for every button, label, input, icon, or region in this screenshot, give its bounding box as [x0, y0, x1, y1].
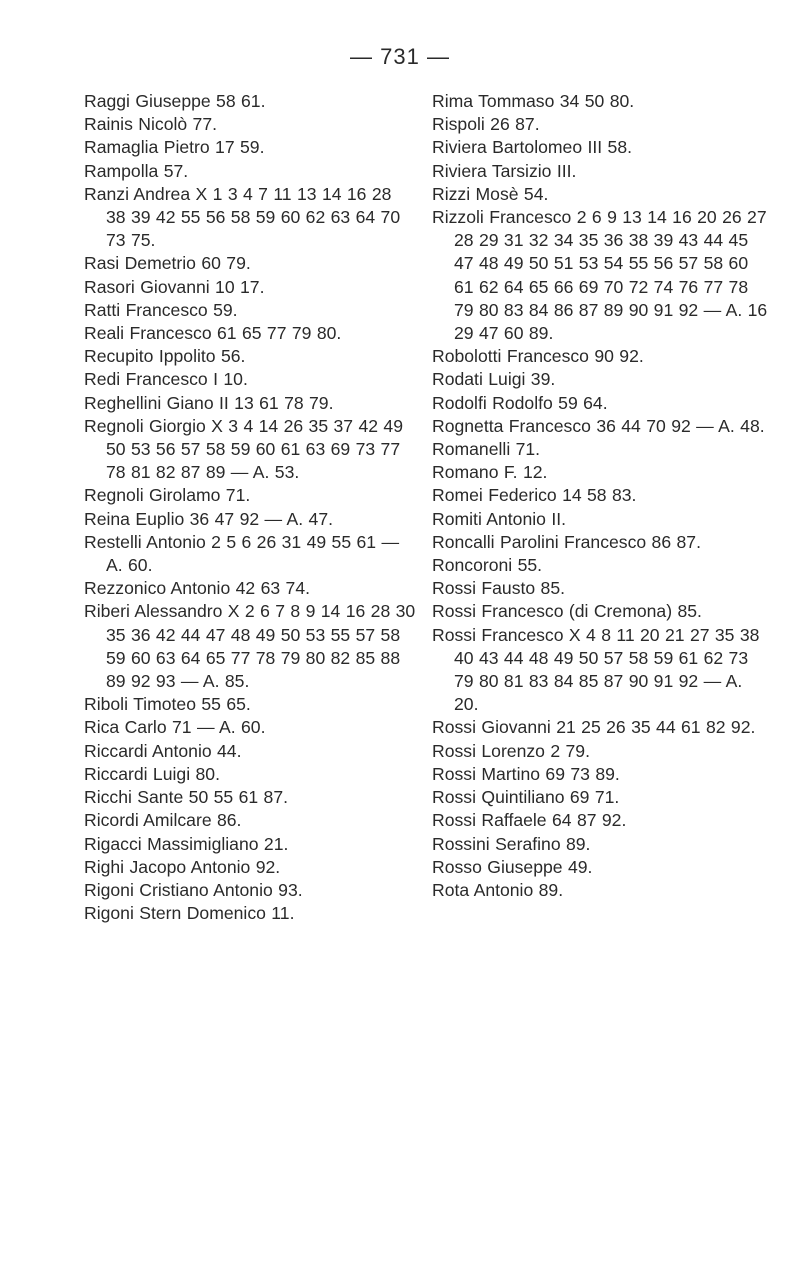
- index-entry: Riviera Tarsizio III.: [432, 160, 577, 181]
- index-entry: Rodati Luigi 39.: [432, 369, 556, 390]
- index-entry: Restelli Antonio 2 5 6 26 31 49 55 61 — A. 60.: [84, 531, 400, 576]
- index-entry: Riberi Alessandro X 2 6 7 8 9 14 16 28 30 35 36 42 44 47 48 49 50 53 55 57 58 59 60 63 64 65 77 78 79 80 82 85 88 89 92 93 — A. 85.: [84, 601, 416, 692]
- index-entry: Rossi Giovanni 21 25 26 35 44 61 82 92.: [432, 717, 756, 738]
- index-entry: Redi Francesco I 10.: [84, 369, 248, 390]
- index-entry: Romanelli 71.: [432, 439, 541, 460]
- index-entry: Rigoni Stern Domenico 11.: [84, 903, 295, 924]
- index-entry: Riccardi Luigi 80.: [84, 763, 220, 784]
- index-entry: Riccardi Antonio 44.: [84, 740, 242, 761]
- index-entry: Rodolfi Rodolfo 59 64.: [432, 392, 608, 413]
- index-entry: Recupito Ippolito 56.: [84, 346, 246, 367]
- index-entry: Robolotti Francesco 90 92.: [432, 346, 644, 367]
- index-entry: Rizzoli Francesco 2 6 9 13 14 16 20 26 27 28 29 31 32 34 35 36 38 39 43 44 45 47 48 49 50 51 53 54 55 56 57 58 60 61 62 64 65 66 69 70 72 74 76 77 78 79 80 83 84 86 87 89 90 91 92 — A. 16 29 47 60 89.: [432, 207, 768, 344]
- index-entry: Rognetta Francesco 36 44 70 92 — A. 48.: [432, 415, 765, 436]
- index-entry: Rasi Demetrio 60 79.: [84, 253, 251, 274]
- index-entry: Rizzi Mosè 54.: [432, 183, 549, 204]
- index-entry: Ranzi Andrea X 1 3 4 7 11 13 14 16 28 38 39 42 55 56 58 59 60 62 63 64 70 73 75.: [84, 183, 401, 251]
- index-entry: Rasori Giovanni 10 17.: [84, 276, 265, 297]
- index-entry: Rota Antonio 89.: [432, 879, 564, 900]
- index-entry: Romiti Antonio II.: [432, 508, 566, 529]
- index-entry: Rossi Lorenzo 2 79.: [432, 740, 590, 761]
- index-entry: Riviera Bartolomeo III 58.: [432, 137, 633, 158]
- index-entry: Rossi Quintiliano 69 71.: [432, 787, 620, 808]
- index-entry: Rainis Nicolò 77.: [84, 114, 218, 135]
- page-number: — 731 —: [350, 44, 450, 69]
- index-entry: Reghellini Giano II 13 61 78 79.: [84, 392, 334, 413]
- index-entry: Regnoli Girolamo 71.: [84, 485, 251, 506]
- index-entry: Ratti Francesco 59.: [84, 299, 238, 320]
- index-column-right: [432, 90, 772, 902]
- index-entry: Ramaglia Pietro 17 59.: [84, 137, 265, 158]
- index-entry: Righi Jacopo Antonio 92.: [84, 856, 281, 877]
- index-entry: Rossi Raffaele 64 87 92.: [432, 810, 627, 831]
- index-entry: Rossi Fausto 85.: [432, 578, 566, 599]
- index-entry: Rica Carlo 71 — A. 60.: [84, 717, 266, 738]
- index-entry: Reali Francesco 61 65 77 79 80.: [84, 323, 342, 344]
- index-entry: Raggi Giuseppe 58 61.: [84, 91, 266, 111]
- index-entry: Rigacci Massimigliano 21.: [84, 833, 289, 854]
- index-entry: Rosso Giuseppe 49.: [432, 856, 593, 877]
- index-entry: Regnoli Giorgio X 3 4 14 26 35 37 42 49 50 53 56 57 58 59 60 61 63 69 73 77 78 81 82 87 89 — A. 53.: [84, 415, 403, 483]
- index-entry: Rossi Francesco X 4 8 11 20 21 27 35 38 40 43 44 48 49 50 57 58 59 61 62 73 79 80 81 83 84 85 87 90 91 92 — A. 20.: [432, 624, 760, 715]
- index-entry: Roncalli Parolini Francesco 86 87.: [432, 531, 701, 552]
- index-entry: Rampolla 57.: [84, 160, 189, 181]
- index-entry: Reina Euplio 36 47 92 — A. 47.: [84, 508, 334, 529]
- index-entry: Ricchi Sante 50 55 61 87.: [84, 787, 288, 808]
- index-column-left: [84, 90, 416, 925]
- index-entry: Rossi Francesco (di Cremona) 85.: [432, 601, 702, 622]
- index-entry: Rossi Martino 69 73 89.: [432, 763, 620, 784]
- index-entry: Rossini Serafino 89.: [432, 833, 591, 854]
- index-entry: Rezzonico Antonio 42 63 74.: [84, 578, 310, 599]
- index-entry: Rispoli 26 87.: [432, 114, 540, 135]
- index-entry: Romei Federico 14 58 83.: [432, 485, 637, 506]
- index-entry: Romano F. 12.: [432, 462, 548, 483]
- index-entry: Riboli Timoteo 55 65.: [84, 694, 251, 715]
- index-entry: Roncoroni 55.: [432, 555, 543, 576]
- index-entry: Rigoni Cristiano Antonio 93.: [84, 879, 303, 900]
- index-entry: Ricordi Amilcare 86.: [84, 810, 242, 831]
- index-entry: Rima Tommaso 34 50 80.: [432, 91, 635, 111]
